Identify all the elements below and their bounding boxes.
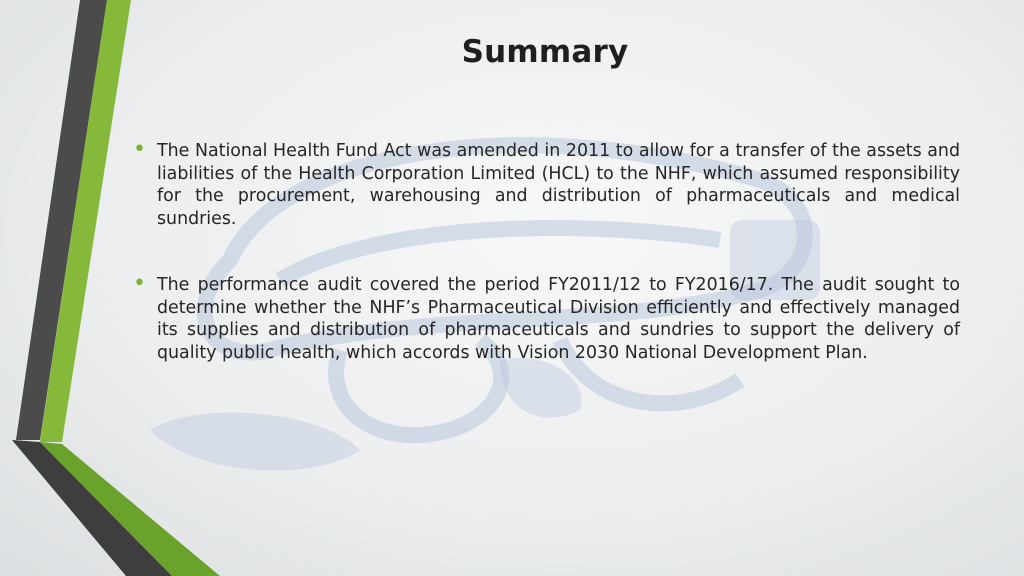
bullet-text: The performance audit covered the period FY2011/12 to FY2016/17. The audit sought to determine whether the NHF’s Pharmaceutical Division efficiently and effectively managed its supplies and distribution of pharmaceuticals and sundries to support the delivery of quality public health, which accords with Vision 2030 National Development Plan. bbox=[157, 275, 960, 363]
bullet-item bbox=[130, 137, 960, 230]
bullet-icon: • bbox=[133, 271, 146, 296]
slide-title: Summary bbox=[461, 34, 629, 70]
bullet-icon: • bbox=[133, 137, 146, 162]
bullet-item bbox=[130, 271, 960, 364]
bullet-text: The National Health Fund Act was amended in 2011 to allow for a transfer of the assets and liabilities of the Health Corporation Limited (HCL) to the NHF, which assumed responsibility for the procurement, warehousing and distribution of pharmaceuticals and medical sundries. bbox=[157, 141, 960, 229]
bullet-list bbox=[130, 137, 960, 408]
